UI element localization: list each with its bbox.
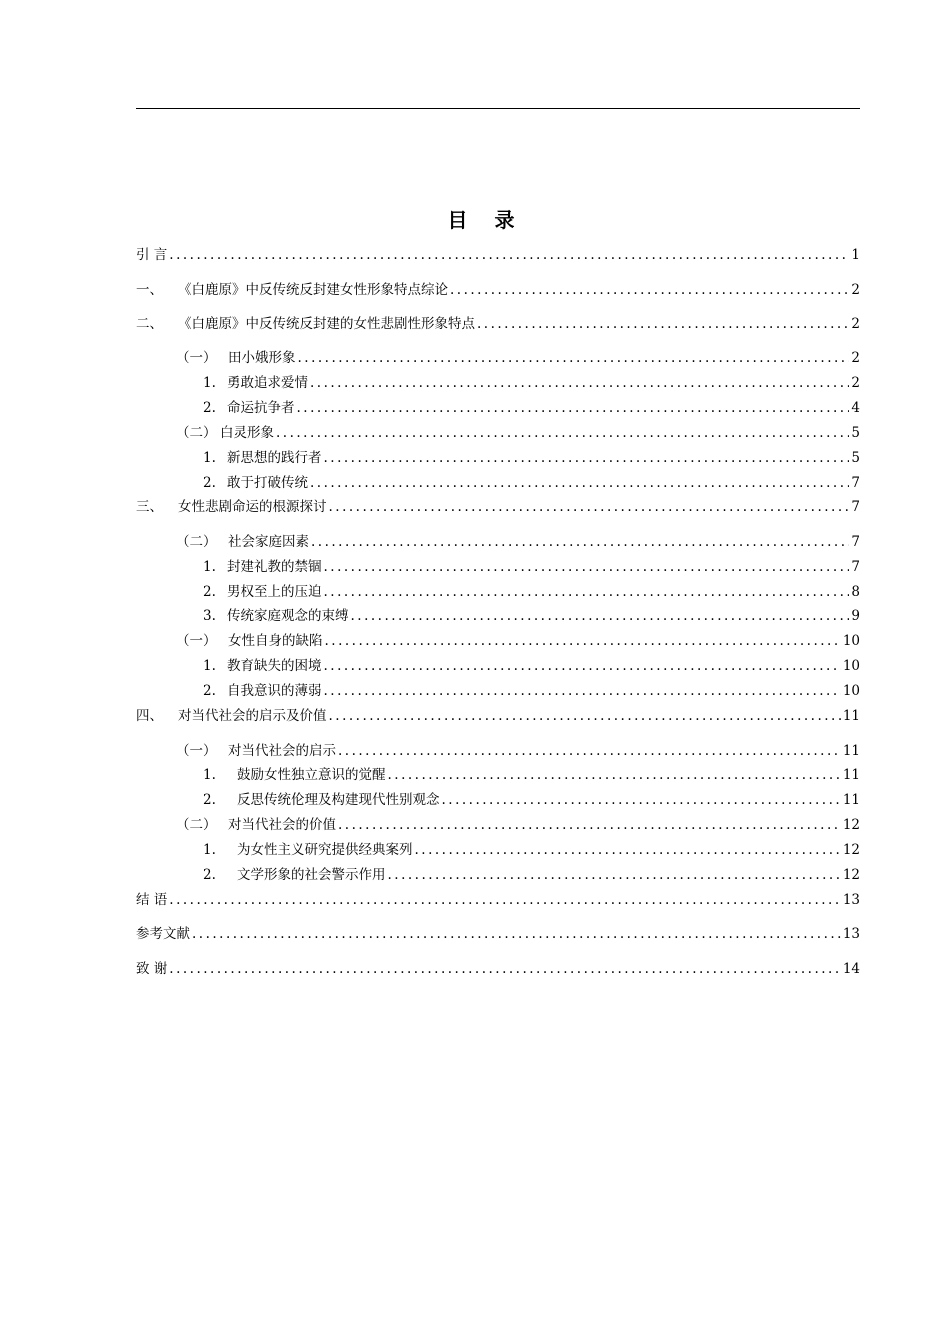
toc-entry-subsection[interactable]	[203, 866, 860, 884]
toc-entry-section[interactable]	[176, 424, 860, 442]
toc-entry-number: 2.	[203, 584, 216, 600]
toc-entry-conclusion[interactable]	[136, 891, 860, 909]
toc-entry-label: 传统家庭观念的束缚	[227, 608, 349, 624]
toc-page-number: 7	[851, 499, 860, 515]
toc-entry-number: 二、	[136, 316, 163, 332]
toc-page-number: 11	[842, 767, 860, 783]
toc-entry-number: 1.	[203, 767, 216, 783]
toc-entry-label: 《白鹿原》中反传统反封建女性形象特点综论	[178, 282, 448, 298]
toc-page-number: 13	[842, 926, 860, 942]
toc-entry-label: 田小娥形象	[228, 350, 296, 366]
toc-dot-leader	[324, 583, 850, 601]
toc-dot-leader	[297, 399, 850, 417]
toc-entry-label: 结 语	[136, 892, 168, 908]
toc-page-number: 11	[842, 708, 860, 724]
toc-entry-number: 1.	[203, 658, 216, 674]
toc-entry-label: 引 言	[136, 247, 168, 263]
toc-entry-number: 1.	[203, 842, 216, 858]
toc-entry-label: 对当代社会的价值	[228, 817, 336, 833]
toc-entry-label: 新思想的践行者	[227, 450, 322, 466]
toc-dot-leader	[338, 816, 841, 834]
toc-entry-number: 2.	[203, 400, 216, 416]
toc-entry-number: 1.	[203, 450, 216, 466]
toc-entry-number: （二）	[176, 817, 217, 833]
toc-entry-section[interactable]	[176, 349, 860, 367]
toc-entry-section[interactable]	[176, 816, 860, 834]
toc-entry-subsection[interactable]	[203, 583, 860, 601]
toc-entry-label: 命运抗争者	[227, 400, 295, 416]
toc-entry-number: 1.	[203, 375, 216, 391]
toc-entry-chapter-1[interactable]	[136, 281, 860, 299]
toc-dot-leader	[388, 866, 841, 884]
toc-entry-label: 对当代社会的启示及价值	[178, 708, 327, 724]
toc-page-number: 12	[842, 842, 860, 858]
toc-dot-leader	[169, 891, 841, 909]
toc-page-number: 11	[842, 743, 860, 759]
toc-dot-leader	[351, 607, 850, 625]
toc-entry-label: 封建礼教的禁锢	[227, 559, 322, 575]
toc-dot-leader	[324, 657, 841, 675]
toc-entry-subsection[interactable]	[203, 374, 860, 392]
toc-entry-number: 3.	[203, 608, 216, 624]
toc-entry-label: 致 谢	[136, 961, 168, 977]
toc-entry-references[interactable]	[136, 925, 860, 943]
toc-page-number: 5	[851, 425, 860, 441]
toc-page-number: 10	[842, 633, 860, 649]
toc-entry-label: 女性悲剧命运的根源探讨	[178, 499, 327, 515]
toc-entry-subsection[interactable]	[203, 558, 860, 576]
toc-page-number: 11	[842, 792, 860, 808]
toc-dot-leader	[388, 766, 841, 784]
toc-entry-number: （一）	[176, 350, 217, 366]
toc-dot-leader	[477, 315, 849, 333]
toc-entry-chapter-2[interactable]	[136, 315, 860, 333]
toc-entry-subsection[interactable]	[203, 449, 860, 467]
toc-entry-section[interactable]	[176, 742, 860, 760]
toc-page-number: 7	[851, 559, 860, 575]
toc-entry-label: 《白鹿原》中反传统反封建的女性悲剧性形象特点	[178, 316, 475, 332]
toc-dot-leader	[442, 791, 841, 809]
toc-page-number: 2	[851, 375, 860, 391]
toc-page-number: 9	[851, 608, 860, 624]
toc-entry-label: 白灵形象	[220, 425, 274, 441]
toc-page-number: 14	[842, 961, 860, 977]
toc-page-number: 12	[842, 817, 860, 833]
toc-entry-label: 为女性主义研究提供经典案列	[237, 842, 413, 858]
toc-entry-subsection[interactable]	[203, 657, 860, 675]
toc-entry-chapter-4[interactable]	[136, 707, 860, 725]
toc-dot-leader	[169, 246, 849, 264]
toc-page-number: 2	[851, 282, 860, 298]
toc-entry-number: 四、	[136, 708, 163, 724]
toc-dot-leader	[338, 742, 841, 760]
toc-page-number: 5	[851, 450, 860, 466]
toc-entry-section[interactable]	[176, 632, 860, 650]
toc-dot-leader	[310, 474, 849, 492]
toc-entry-number: 2.	[203, 867, 216, 883]
toc-entry-subsection[interactable]	[203, 791, 860, 809]
toc-dot-leader	[324, 449, 850, 467]
toc-entry-subsection[interactable]	[203, 474, 860, 492]
toc-entry-number: 三、	[136, 499, 163, 515]
page-title: 目 录	[447, 208, 525, 232]
toc-entry-label: 对当代社会的启示	[228, 743, 336, 759]
toc-page-number: 7	[851, 475, 860, 491]
toc-entry-label: 教育缺失的困境	[227, 658, 322, 674]
toc-dot-leader	[450, 281, 849, 299]
toc-entry-label: 鼓励女性独立意识的觉醒	[237, 767, 386, 783]
toc-entry-subsection[interactable]	[203, 399, 860, 417]
toc-dot-leader	[325, 632, 841, 650]
toc-entry-label: 社会家庭因素	[228, 534, 309, 550]
toc-page-number: 4	[851, 400, 860, 416]
toc-entry-label: 敢于打破传统	[227, 475, 308, 491]
toc-page-number: 8	[851, 584, 860, 600]
toc-entry-label: 女性自身的缺陷	[228, 633, 323, 649]
toc-entry-chapter-3[interactable]	[136, 498, 860, 516]
toc-page-number: 10	[842, 658, 860, 674]
toc-entry-number: （二）	[176, 534, 217, 550]
toc-entry-subsection[interactable]	[203, 682, 860, 700]
toc-entry-subsection[interactable]	[203, 766, 860, 784]
toc-entry-number: （二）	[176, 425, 217, 441]
toc-entry-number: 2.	[203, 475, 216, 491]
toc-entry-number: 1.	[203, 559, 216, 575]
toc-entry-number: 一、	[136, 282, 163, 298]
toc-dot-leader	[276, 424, 849, 442]
toc-page-number: 12	[842, 867, 860, 883]
header-rule	[136, 108, 860, 109]
toc-entry-acknowledgements[interactable]	[136, 960, 860, 978]
toc-dot-leader	[324, 682, 841, 700]
toc-page-number: 2	[851, 350, 860, 366]
toc-page-number: 7	[851, 534, 860, 550]
toc-entry-label: 男权至上的压迫	[227, 584, 322, 600]
toc-entry-label: 勇敢追求爱情	[227, 375, 308, 391]
toc-dot-leader	[192, 925, 841, 943]
toc-entry-label: 反思传统伦理及构建现代性别观念	[237, 792, 440, 808]
toc-dot-leader	[169, 960, 841, 978]
toc-dot-leader	[311, 533, 849, 551]
toc-dot-leader	[329, 498, 850, 516]
toc-entry-subsection[interactable]	[203, 607, 860, 625]
toc-dot-leader	[298, 349, 850, 367]
toc-entry-section[interactable]	[176, 533, 860, 551]
toc-dot-leader	[415, 841, 841, 859]
toc-entry-intro[interactable]	[136, 246, 860, 264]
toc-entry-number: 2.	[203, 683, 216, 699]
toc-dot-leader	[324, 558, 850, 576]
toc-entry-number: （一）	[176, 743, 217, 759]
toc-dot-leader	[310, 374, 849, 392]
toc-entry-label: 参考文献	[136, 926, 190, 942]
toc-page-number: 1	[851, 247, 860, 263]
toc-entry-number: （一）	[176, 633, 217, 649]
toc-page-number: 13	[842, 892, 860, 908]
toc-entry-label: 自我意识的薄弱	[227, 683, 322, 699]
toc-entry-number: 2.	[203, 792, 216, 808]
toc-entry-subsection[interactable]	[203, 841, 860, 859]
toc-page-number: 2	[851, 316, 860, 332]
toc-entry-label: 文学形象的社会警示作用	[237, 867, 386, 883]
toc-page-number: 10	[842, 683, 860, 699]
toc-dot-leader	[329, 707, 841, 725]
